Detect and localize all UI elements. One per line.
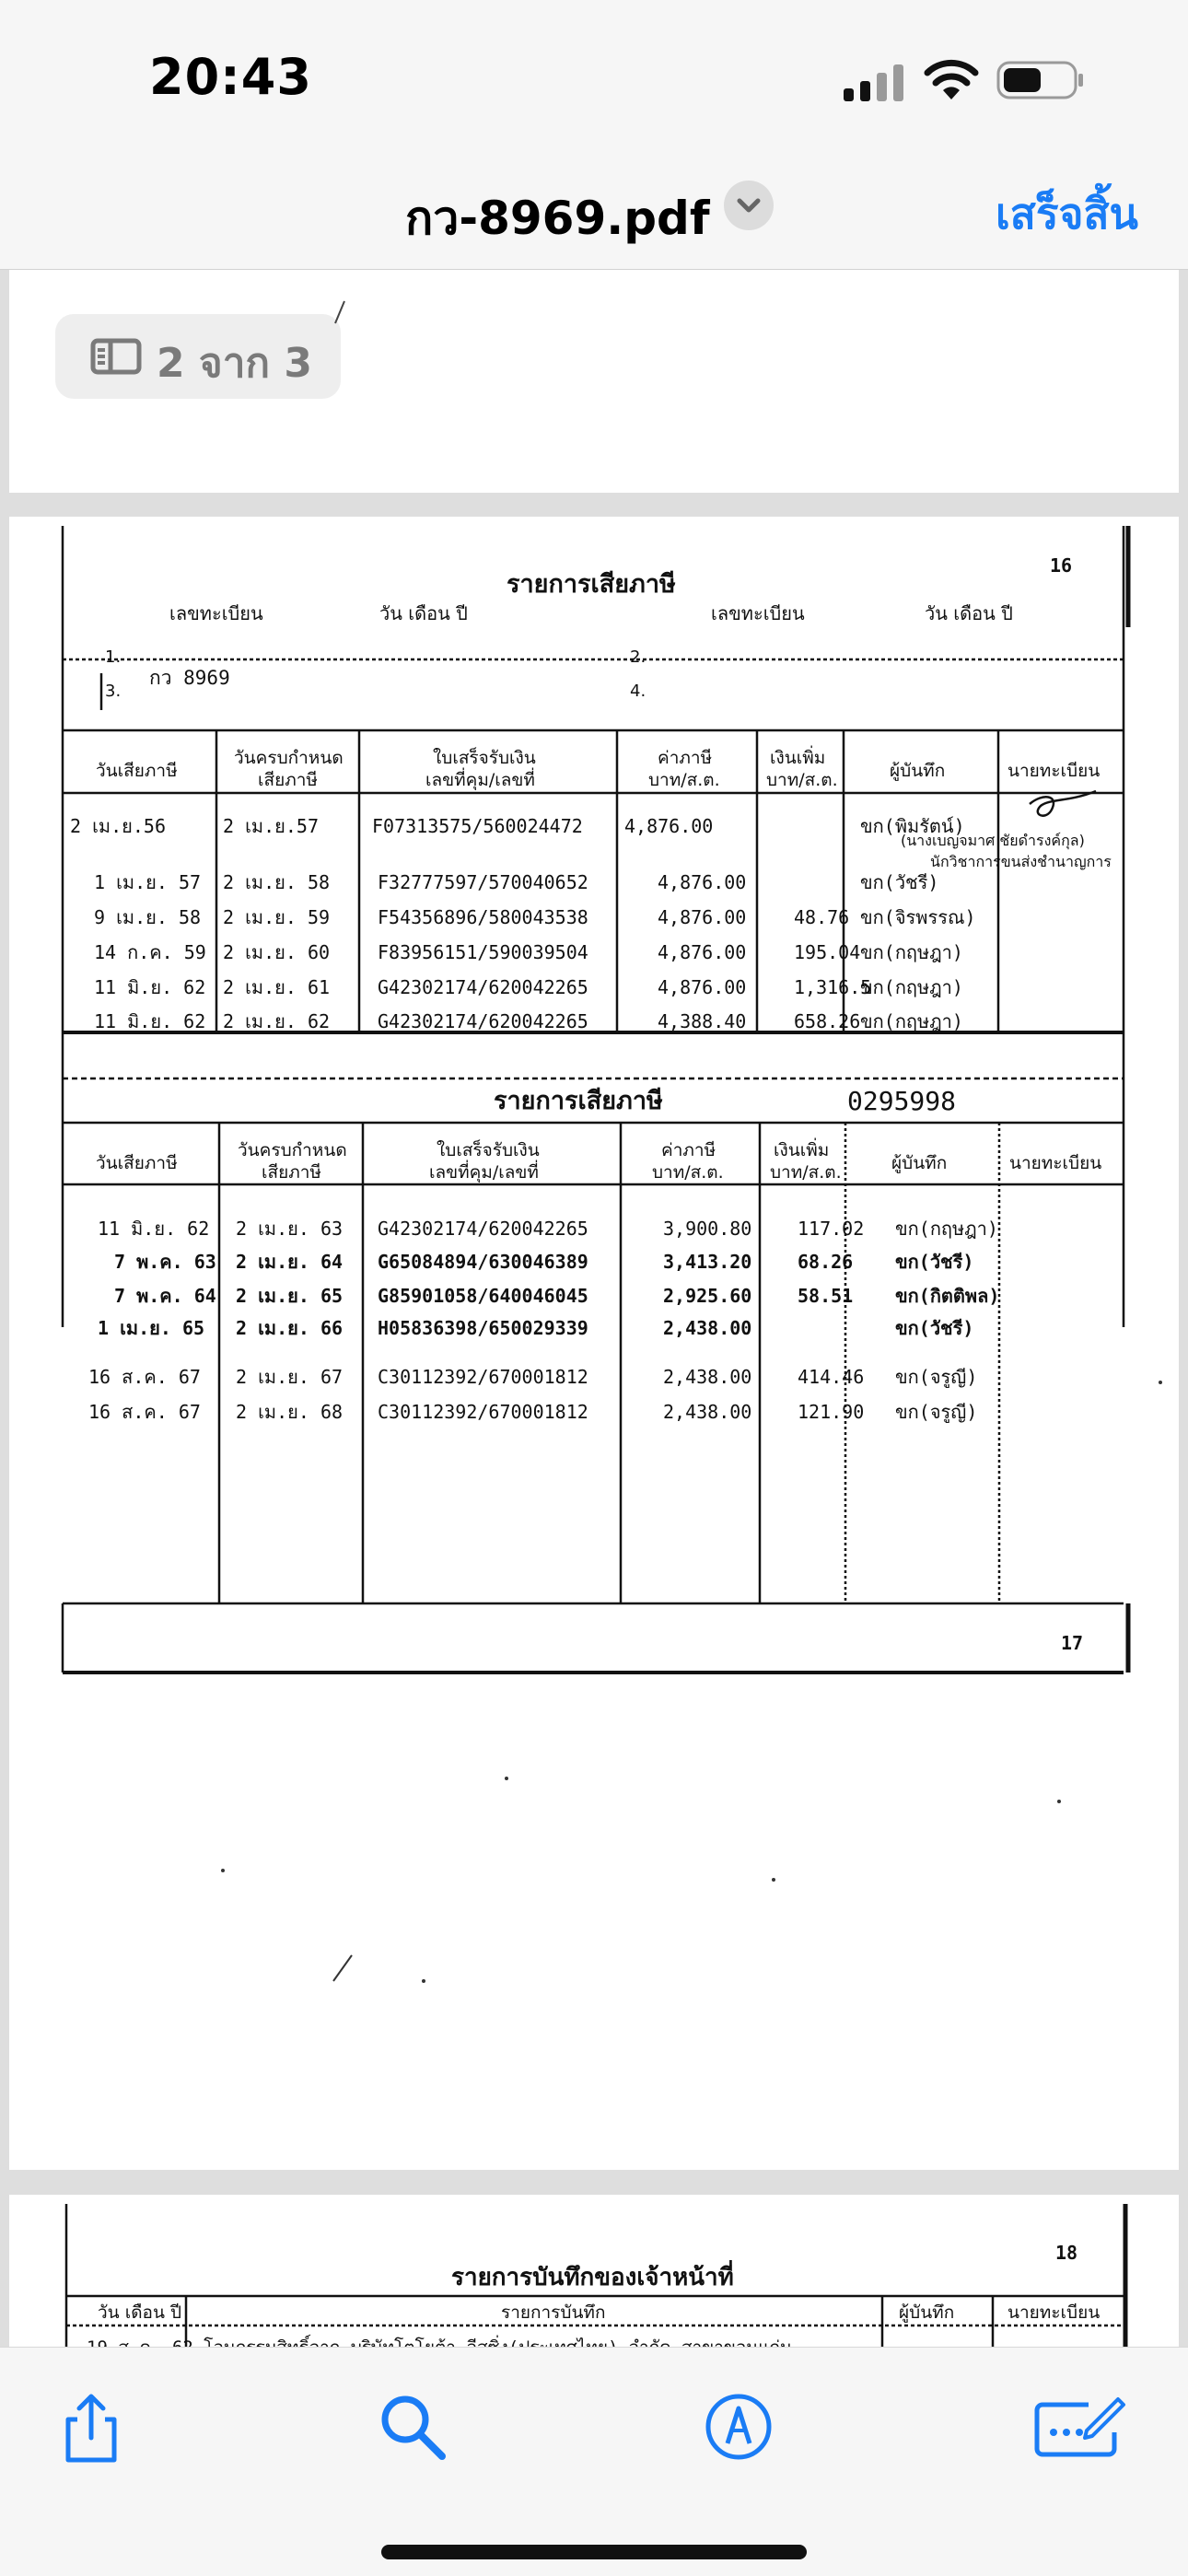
tax-row-3-rc: F54356896/580043538 <box>378 906 588 928</box>
hdr-receipt-a: ใบเสร็จรับเงิน <box>433 748 536 768</box>
tax-row-1-due: 2 เม.ย.57 <box>223 815 319 837</box>
plate-number: กว 8969 <box>149 667 230 689</box>
tax-row-3-d: 9 เม.ย. 58 <box>94 906 202 928</box>
tax-row-3-tax: 4,876.00 <box>658 906 747 928</box>
hdr-paid-date: วันเสียภาษี <box>96 761 178 781</box>
tax-row-3-by: ขก(จิรพรรณ) <box>860 906 976 928</box>
tax-row-7-due: 2 เม.ย. 63 <box>236 1218 344 1240</box>
line-2: 2. <box>630 647 646 667</box>
tax-row-7-rc: G42302174/620042265 <box>378 1218 588 1240</box>
tax-row-10-rc: H05836398/650029339 <box>378 1317 588 1339</box>
home-indicator <box>381 2545 807 2559</box>
document-viewer[interactable] <box>0 270 1188 2347</box>
hdr2-due-a: วันครบกำหนด <box>238 1140 347 1160</box>
tax-row-5-rc: G42302174/620042265 <box>378 976 588 998</box>
tax-row-1-tax: 4,876.00 <box>624 815 714 837</box>
sidebar-icon <box>90 338 142 375</box>
tax-row-9-tax: 2,925.60 <box>663 1285 752 1307</box>
tax-row-11-d: 16 ส.ค. 67 <box>88 1366 201 1388</box>
tax-row-7-tax: 3,900.80 <box>663 1218 752 1240</box>
hdr2-add-b: บาท/ส.ต. <box>770 1162 842 1183</box>
tax-row-9-due: 2 เม.ย. 65 <box>236 1285 344 1307</box>
tax-row-11-rc: C30112392/670001812 <box>378 1366 588 1388</box>
tax-row-6-d: 11 มิ.ย. 62 <box>94 1010 206 1032</box>
hdr-add-b: บาท/ส.ต. <box>766 770 838 790</box>
tax-row-4-due: 2 เม.ย. 60 <box>223 941 331 963</box>
tax-row-6-add: 658.26 <box>794 1010 861 1032</box>
navigation-bar <box>0 157 1188 270</box>
done-button[interactable]: เสร็จสิ้น <box>996 189 1138 239</box>
pdf-page-1 <box>9 270 1179 493</box>
hdr2-add-a: เงินเพิ่ม <box>774 1140 830 1160</box>
tax-row-10-due: 2 เม.ย. 66 <box>236 1317 344 1339</box>
tax-row-8-rc: G65084894/630046389 <box>378 1251 588 1273</box>
tax-row-1-rc: F07313575/560024472 <box>372 815 583 837</box>
tax-row-1-by: ขก(พิมรัตน์) <box>860 815 965 837</box>
hdr2-receipt-a: ใบเสร็จรับเงิน <box>437 1140 540 1160</box>
tax-row-6-tax: 4,388.40 <box>658 1010 747 1032</box>
line-4: 4. <box>630 682 646 701</box>
hdr-add-a: เงินเพิ่ม <box>770 748 826 768</box>
page-number-top: 16 <box>1050 554 1073 577</box>
tax-row-6-due: 2 เม.ย. 62 <box>223 1010 331 1032</box>
date-label-right: วัน เดือน ปี <box>925 602 1013 624</box>
tax-row-7-d: 11 มิ.ย. 62 <box>98 1218 210 1240</box>
tax-row-9-rc: G85901058/640046045 <box>378 1285 588 1307</box>
tax-row-6-rc: G42302174/620042265 <box>378 1010 588 1032</box>
status-time: 20:43 <box>149 48 312 106</box>
page-number-bottom: 17 <box>1061 1632 1084 1654</box>
tax-row-7-add: 117.02 <box>798 1218 865 1240</box>
hdr2-tax-a: ค่าภาษี <box>661 1140 716 1160</box>
tax-row-3-add: 48.76 <box>794 906 850 928</box>
document-title[interactable]: กว-8969.pdf <box>405 192 710 245</box>
scanned-document <box>9 517 1179 2170</box>
page3-hdr-entry: รายการบันทึก <box>501 2302 606 2323</box>
tax-row-1-d: 2 เม.ย.56 <box>70 815 166 837</box>
form-fill-icon[interactable] <box>1031 2392 1127 2462</box>
tax-row-4-rc: F83956151/590039504 <box>378 941 588 963</box>
tax-row-6-by: ขก(กฤษฎา) <box>860 1010 963 1032</box>
signature-mark <box>1030 791 1096 816</box>
hdr2-recorder: ผู้บันทึก <box>891 1153 948 1173</box>
hdr2-paid-date: วันเสียภาษี <box>96 1153 178 1173</box>
hdr-registrar: นายทะเบียน <box>1007 761 1101 781</box>
tax-row-2-rc: F32777597/570040652 <box>378 871 588 893</box>
tax-row-9-d: 7 พ.ค. 64 <box>114 1285 216 1307</box>
page3-hdr-registrar: นายทะเบียน <box>1007 2302 1101 2323</box>
tax-row-11-tax: 2,438.00 <box>663 1366 752 1388</box>
page-indicator-label: 2 จาก 3 <box>157 340 312 387</box>
tax-row-8-tax: 3,413.20 <box>663 1251 752 1273</box>
tax-row-2-tax: 4,876.00 <box>658 871 747 893</box>
tax-row-11-due: 2 เม.ย. 67 <box>236 1366 344 1388</box>
hdr-tax-a: ค่าภาษี <box>658 748 713 768</box>
page3-hdr-date: วัน เดือน ปี <box>98 2302 182 2323</box>
tax-row-4-tax: 4,876.00 <box>658 941 747 963</box>
tax-row-2-d: 1 เม.ย. 57 <box>94 871 202 893</box>
tax-row-10-d: 1 เม.ย. 65 <box>98 1317 205 1339</box>
tax-row-8-due: 2 เม.ย. 64 <box>236 1251 344 1273</box>
page3-title: รายการบันทึกของเจ้าหน้าที่ <box>451 2264 734 2291</box>
tax-row-8-d: 7 พ.ค. 63 <box>114 1251 216 1273</box>
share-icon[interactable] <box>57 2392 125 2465</box>
tax-row-12-tax: 2,438.00 <box>663 1401 752 1423</box>
stamp-number: 0295998 <box>847 1086 957 1116</box>
officer-title-note: นักวิชาการขนส่งชำนาญการ <box>930 853 1112 870</box>
hdr-recorder: ผู้บันทึก <box>890 761 946 781</box>
tax-row-7-by: ขก(กฤษฎา) <box>895 1218 998 1240</box>
scan-speck <box>332 297 350 325</box>
hdr-due-b: เสียภาษี <box>258 770 318 790</box>
tax-row-2-by: ขก(วัชรี) <box>860 871 939 893</box>
tax-row-10-tax: 2,438.00 <box>663 1317 752 1339</box>
line-1: 1. <box>105 647 122 667</box>
hdr-receipt-b: เลขที่คุม/เลขที่ <box>425 770 535 790</box>
tax-row-5-d: 11 มิ.ย. 62 <box>94 976 206 998</box>
tax-row-11-add: 414.46 <box>798 1366 865 1388</box>
bottom-toolbar <box>0 2347 1188 2576</box>
page3-hdr-recorder: ผู้บันทึก <box>899 2302 955 2323</box>
tax-row-11-by: ขก(จรูญี) <box>895 1366 978 1388</box>
hdr2-receipt-b: เลขที่คุม/เลขที่ <box>429 1162 539 1183</box>
section-title-2: รายการเสียภาษี <box>494 1087 663 1115</box>
reg-label-left: เลขทะเบียน <box>169 602 263 624</box>
tax-row-4-by: ขก(กฤษฎา) <box>860 941 963 963</box>
section-title: รายการเสียภาษี <box>507 570 676 599</box>
battery-icon <box>996 61 1085 99</box>
tax-row-5-tax: 4,876.00 <box>658 976 747 998</box>
tax-row-4-d: 14 ก.ค. 59 <box>94 941 206 963</box>
date-label-left: วัน เดือน ปี <box>379 602 468 624</box>
tax-row-5-due: 2 เม.ย. 61 <box>223 976 331 998</box>
tax-row-8-add: 68.26 <box>798 1251 854 1273</box>
tax-row-2-due: 2 เม.ย. 58 <box>223 871 331 893</box>
page3-number: 18 <box>1055 2242 1078 2264</box>
tax-row-9-by: ขก(กิตติพล) <box>895 1285 1000 1307</box>
tax-row-8-by: ขก(วัชรี) <box>895 1251 974 1273</box>
title-menu-button[interactable] <box>724 181 774 230</box>
tax-row-12-add: 121.90 <box>798 1401 865 1423</box>
cellular-signal-icon <box>842 64 906 101</box>
tax-row-12-due: 2 เม.ย. 68 <box>236 1401 344 1423</box>
chevron-down-icon <box>724 181 774 230</box>
tax-row-12-rc: C30112392/670001812 <box>378 1401 588 1423</box>
wifi-icon <box>923 57 980 101</box>
markup-icon[interactable] <box>704 2392 774 2462</box>
tax-row-5-add: 1,316.5 <box>794 976 872 998</box>
reg-label-right: เลขทะเบียน <box>711 602 805 624</box>
search-icon[interactable] <box>378 2392 448 2462</box>
tax-row-12-by: ขก(จรูญี) <box>895 1401 978 1423</box>
hdr2-due-b: เสียภาษี <box>262 1162 321 1183</box>
pdf-page-2 <box>9 517 1179 2170</box>
officer-name-note: (นางเบญจมาศ ชัยดำรงค์กุล) <box>901 832 1085 849</box>
hdr-tax-b: บาท/ส.ต. <box>648 770 720 790</box>
hdr-due-a: วันครบกำหนด <box>234 748 344 768</box>
tax-row-5-by: ขก(กฤษฎา) <box>860 976 963 998</box>
tax-row-9-add: 58.51 <box>798 1285 854 1307</box>
hdr2-tax-b: บาท/ส.ต. <box>652 1162 724 1183</box>
tax-row-3-due: 2 เม.ย. 59 <box>223 906 331 928</box>
tax-row-12-d: 16 ส.ค. 67 <box>88 1401 201 1423</box>
page-indicator[interactable] <box>55 314 341 399</box>
status-bar <box>0 0 1188 157</box>
line-3: 3. <box>105 682 122 701</box>
hdr2-registrar: นายทะเบียน <box>1009 1153 1102 1173</box>
tax-row-4-add: 195.04 <box>794 941 861 963</box>
tax-row-10-by: ขก(วัชรี) <box>895 1317 974 1339</box>
